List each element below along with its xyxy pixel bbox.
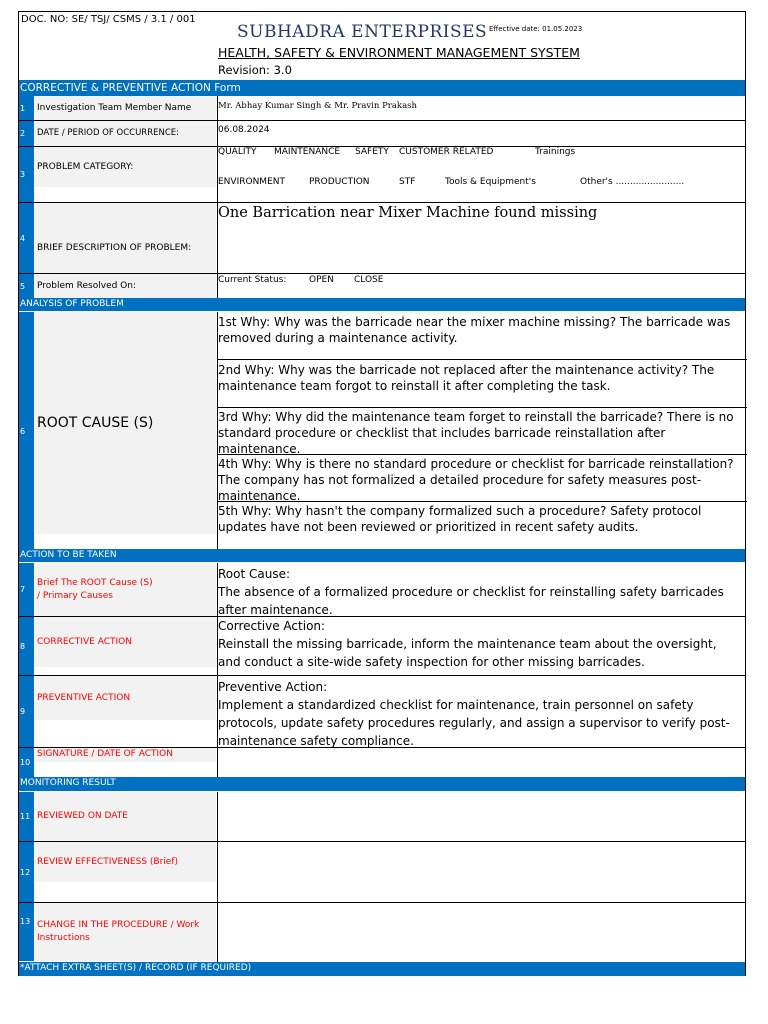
monitoring-band-label: MONITORING RESULT [20,778,116,788]
why-1[interactable]: 1st Why: Why was the barricade near the mixer machine missing? The barricade was removed during a maintenance activity. [218,315,731,345]
brief-root-cause-label-line-2: / Primary Causes [37,590,113,601]
category-others[interactable]: Other's ........................ [580,177,685,187]
effective-date: Effective date: 01.05.2023 [489,25,583,33]
category-maintenance[interactable]: MAINTENANCE [274,147,341,157]
root-cause-heading: Root Cause: [218,567,291,581]
capa-form [18,11,746,976]
form-title-band [19,80,745,96]
signature-date-field[interactable] [218,748,746,777]
category-quality[interactable]: QUALITY [218,147,257,157]
why-2[interactable]: 2nd Why: Why was the barricade not replaced after the maintenance activity? The maintenance team forgot to reinstall it after completing the task. [218,363,715,393]
category-environment[interactable]: ENVIRONMENT [218,177,285,187]
category-stf[interactable]: STF [399,177,416,187]
corrective-action-label: CORRECTIVE ACTION [35,617,216,667]
brief-description-label: BRIEF DESCRIPTION OF PROBLEM: [35,203,216,273]
row-number-5: 5 [19,274,34,298]
category-customer-related[interactable]: CUSTOMER RELATED [399,147,494,157]
row-number-9: 9 [19,676,34,747]
category-production[interactable]: PRODUCTION [309,177,370,187]
row-number-2: 2 [19,121,34,146]
form-title: CORRECTIVE & PREVENTIVE ACTION Form [20,82,241,94]
row-number-11: 11 [19,792,34,841]
preventive-action-text: Implement a standardized checklist for maintenance, train personnel on safety protocols, update safety procedures regularly, and assign a supervisor to verify post-maintenance safety compliance. [218,698,730,748]
action-band-label: ACTION TO BE TAKEN [20,550,117,560]
row-number-3: 3 [19,147,34,202]
change-in-procedure-label: CHANGE IN THE PROCEDURE / Work Instructions [35,903,216,961]
why-3[interactable]: 3rd Why: Why did the maintenance team forget to reinstall the barricade? There is no standard procedure or checklist that includes barricade reinstallation after maintenance. [218,410,734,456]
change-in-procedure-field[interactable] [218,903,746,961]
management-system-title: HEALTH, SAFETY & ENVIRONMENT MANAGEMENT SYSTEM [218,45,580,60]
team-member-label: Investigation Team Member Name [35,96,216,120]
status-close[interactable]: CLOSE [354,275,384,285]
why-5[interactable]: 5th Why: Why hasn't the company formalized such a procedure? Safety protocol updates have not been reviewed or prioritized in recent safety audits. [218,504,702,534]
company-name: SUBHADRA ENTERPRISES [237,22,488,42]
status-open[interactable]: OPEN [309,275,334,285]
preventive-action-label: PREVENTIVE ACTION [35,676,216,720]
reviewed-on-date-label: REVIEWED ON DATE [35,792,216,841]
revision: Revision: 3.0 [218,63,292,77]
root-cause-summary[interactable] [218,565,746,619]
category-trainings[interactable]: Trainings [535,147,576,157]
row-number-13: 13 [19,903,34,961]
footer-band [19,962,745,976]
row-number-7: 7 [19,563,34,616]
occurrence-date-value[interactable]: 06.08.2024 [218,125,270,135]
doc-number: DOC. NO: SE/ TSJ/ CSMS / 3.1 / 001 [21,14,196,25]
root-cause-label: ROOT CAUSE (S) [35,312,216,534]
corrective-action-heading: Corrective Action: [218,619,326,633]
reviewed-on-date-field[interactable] [218,792,746,841]
category-tools-equipment[interactable]: Tools & Equipment's [445,177,536,187]
corrective-action[interactable] [218,617,746,671]
monitoring-band [19,777,745,791]
team-member-value[interactable]: Mr. Abhay Kumar Singh & Mr. Pravin Prakash [218,101,417,111]
review-effectiveness-label: REVIEW EFFECTIVENESS (Brief) [35,842,216,882]
signature-date-label: SIGNATURE / DATE OF ACTION [35,748,216,762]
row-number-1: 1 [19,96,34,120]
row-number-10: 10 [19,748,34,777]
preventive-action[interactable] [218,678,746,750]
brief-description-value[interactable]: One Barrication near Mixer Machine found missing [218,205,598,221]
corrective-action-text: Reinstall the missing barricade, inform the maintenance team about the oversight, and conduct a site-wide safety inspection for other missing barricades. [218,637,717,669]
row-number-8: 8 [19,617,34,675]
action-band [19,549,745,562]
current-status-label: Current Status: [218,275,287,285]
brief-root-cause-label-line-1: Brief The ROOT Cause (S) [37,577,153,588]
row-number-12: 12 [19,842,34,902]
preventive-action-heading: Preventive Action: [218,680,328,694]
analysis-band [19,298,745,311]
review-effectiveness-field[interactable] [218,842,746,902]
why-4[interactable]: 4th Why: Why is there no standard procedure or checklist for barricade reinstallation? The company has not formalized a detailed procedure for safety measures post-maintenance. [218,457,734,503]
analysis-band-label: ANALYSIS OF PROBLEM [20,299,124,309]
footer-note: *ATTACH EXTRA SHEET(S) / RECORD (IF REQUIRED) [20,963,252,973]
occurrence-date-label: DATE / PERIOD OF OCCURRENCE: [35,121,216,146]
problem-category-label: PROBLEM CATEGORY: [35,147,216,187]
root-cause-text: The absence of a formalized procedure or checklist for reinstalling safety barricades after maintenance. [218,585,724,617]
brief-root-cause-label [35,563,216,616]
category-safety[interactable]: SAFETY [355,147,389,157]
row-number-4: 4 [19,203,34,273]
problem-resolved-label: Problem Resolved On: [35,274,216,298]
row-number-6: 6 [19,312,34,550]
